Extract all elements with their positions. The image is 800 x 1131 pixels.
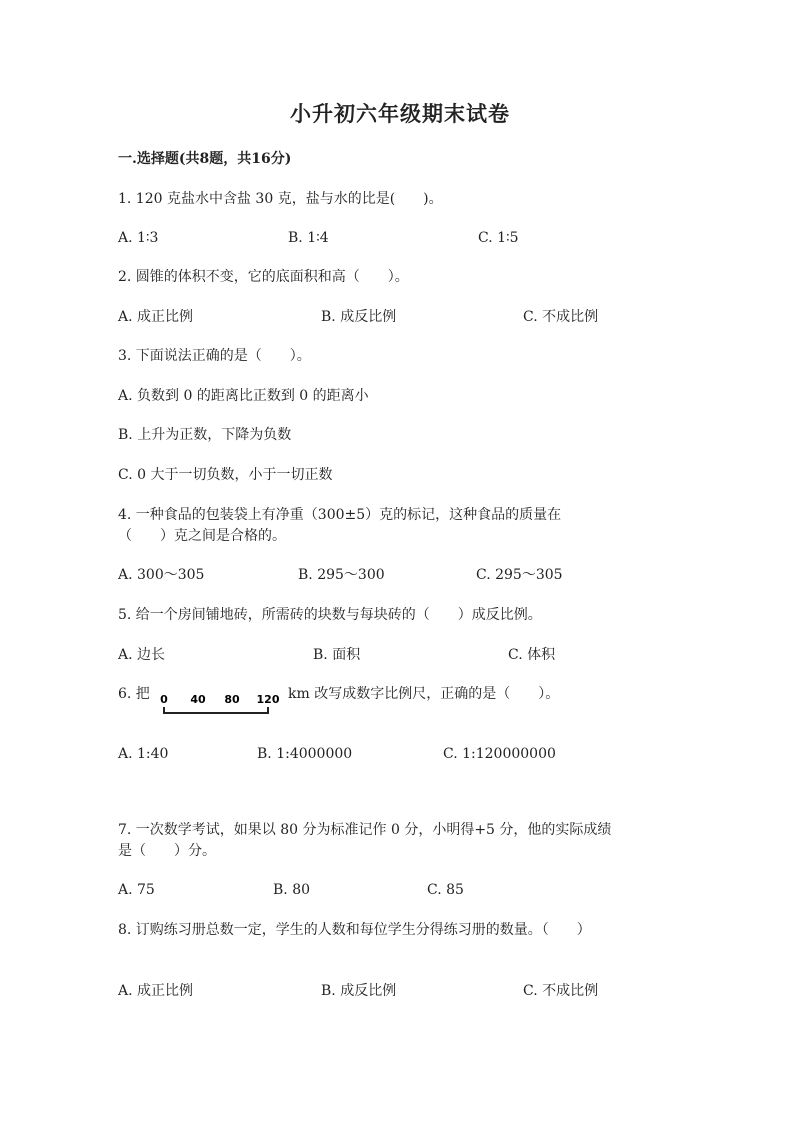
question-4-stem-line2: （ ）克之间是合格的。 — [118, 528, 286, 544]
question-2-stem: 2. 圆锥的体积不变，它的底面积和高（ ）。 — [118, 269, 409, 285]
question-8-stem: 8. 订购练习册总数一定，学生的人数和每位学生分得练习册的数量。（ ） — [118, 922, 591, 938]
scale-label-0: 0 — [160, 693, 168, 706]
question-8-option-a: A. 成正比例 — [118, 983, 194, 999]
question-2-option-b: B. 成反比例 — [321, 309, 397, 325]
question-5-option-b: B. 面积 — [313, 647, 361, 663]
page-title: 小升初六年级期末试卷 — [290, 101, 510, 126]
scale-bar-figure — [158, 692, 284, 718]
question-2-option-c: C. 不成比例 — [523, 309, 599, 325]
scale-label-80: 80 — [224, 693, 240, 706]
question-7-option-c: C. 85 — [427, 882, 464, 898]
question-6-stem-suffix: km 改写成数字比例尺，正确的是（ ）。 — [288, 686, 560, 702]
question-7-stem: 7. 一次数学考试，如果以 80 分为标准记作 0 分，小明得+5 分，他的实际成绩 — [118, 822, 612, 838]
question-8-option-c: C. 不成比例 — [523, 983, 599, 999]
question-6-option-b: B. 1:4000000 — [257, 746, 353, 762]
scale-label-40: 40 — [190, 693, 206, 706]
question-3-option-c: C. 0 大于一切负数，小于一切正数 — [118, 467, 333, 483]
question-3-stem: 3. 下面说法正确的是（ ）。 — [118, 348, 311, 364]
question-6-option-a: A. 1:40 — [118, 746, 169, 762]
question-5-option-c: C. 体积 — [508, 647, 556, 663]
question-4-option-b: B. 295～300 — [298, 567, 385, 583]
question-7-stem-line2: 是（ ）分。 — [118, 843, 216, 859]
question-1-option-a: A. 1∶3 — [118, 230, 159, 246]
question-4-option-c: C. 295～305 — [476, 567, 563, 583]
section-heading: 一.选择题(共8题，共16分) — [118, 151, 292, 167]
question-1-stem: 1. 120 克盐水中含盐 30 克，盐与水的比是( )。 — [118, 191, 443, 207]
scale-label-120: 120 — [256, 693, 280, 706]
question-6-option-c: C. 1:120000000 — [443, 746, 556, 762]
question-4-option-a: A. 300～305 — [118, 567, 205, 583]
question-1-option-b: B. 1∶4 — [288, 230, 329, 246]
question-3-option-a: A. 负数到 0 的距离比正数到 0 的距离小 — [118, 388, 369, 404]
question-5-stem: 5. 给一个房间铺地砖，所需砖的块数与每块砖的（ ）成反比例。 — [118, 607, 542, 623]
question-6-stem-prefix: 6. 把 — [118, 686, 150, 702]
question-7-option-b: B. 80 — [273, 882, 311, 898]
scale-bar-graphic — [158, 692, 284, 718]
question-1-option-c: C. 1∶5 — [478, 230, 519, 246]
question-7-option-a: A. 75 — [118, 882, 155, 898]
question-5-option-a: A. 边长 — [118, 647, 166, 663]
question-3-option-b: B. 上升为正数，下降为负数 — [118, 427, 292, 443]
question-4-stem: 4. 一种食品的包装袋上有净重（300±5）克的标记，这种食品的质量在 — [118, 507, 562, 523]
question-8-option-b: B. 成反比例 — [321, 983, 397, 999]
question-2-option-a: A. 成正比例 — [118, 309, 194, 325]
